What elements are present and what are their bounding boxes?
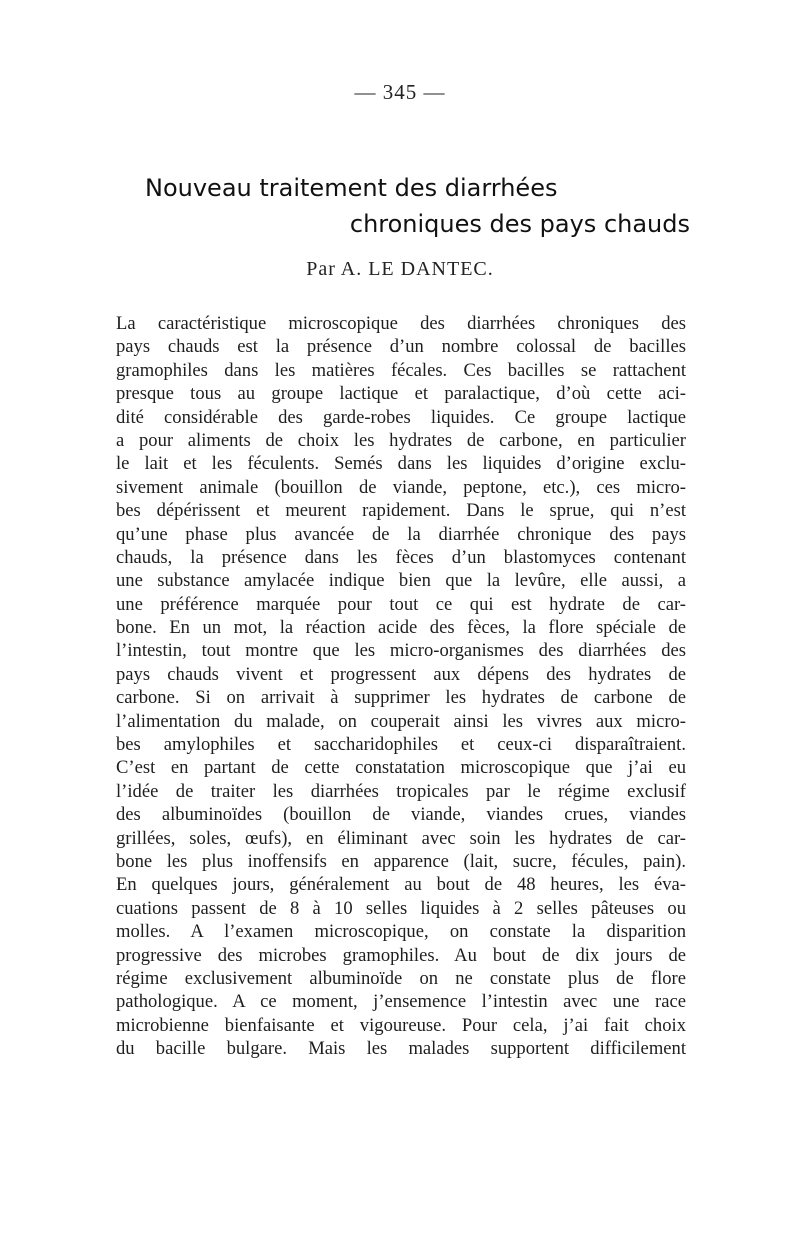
- body-line: pays chauds est la présence d’un nombre colossal de bacilles: [116, 336, 686, 358]
- body-paragraph: [116, 312, 686, 1061]
- page-number: — 345 —: [354, 80, 446, 104]
- body-line: sivement animale (bouillon de viande, peptone, etc.), ces micro-: [116, 476, 686, 498]
- body-line: En quelques jours, généralement au bout de 48 heures, les éva-: [116, 874, 686, 896]
- body-line: gramophiles dans les matières fécales. Ces bacilles se rattachent: [116, 359, 686, 381]
- body-line: qu’une phase plus avancée de la diarrhée chronique des pays: [116, 523, 686, 545]
- author-byline: Par A. LE DANTEC.: [306, 258, 494, 280]
- title-line-1: Nouveau traitement des diarrhées: [145, 174, 558, 202]
- body-line: bes amylophiles et saccharidophiles et ceux-ci disparaîtraient.: [116, 734, 686, 756]
- body-line: grillées, soles, œufs), en éliminant avec soin les hydrates de car-: [116, 827, 686, 849]
- body-line: l’alimentation du malade, on couperait ainsi les vivres aux micro-: [116, 710, 686, 732]
- body-line: le lait et les féculents. Semés dans les liquides d’origine exclu-: [116, 453, 686, 475]
- body-line: pays chauds vivent et progressent aux dépens des hydrates de: [116, 663, 686, 685]
- body-line: chauds, la présence dans les fèces d’un blastomyces contenant: [116, 546, 686, 568]
- body-line: une préférence marquée pour tout ce qui est hydrate de car-: [116, 593, 686, 615]
- body-line: dité considérable des garde-robes liquides. Ce groupe lactique: [116, 406, 686, 428]
- body-line: progressive des microbes gramophiles. Au bout de dix jours de: [116, 944, 686, 966]
- body-line: l’intestin, tout montre que les micro-organismes des diarrhées des: [116, 640, 686, 662]
- body-line: du bacille bulgare. Mais les malades supportent difficilement: [116, 1038, 686, 1060]
- body-line: cuations passent de 8 à 10 selles liquides à 2 selles pâteuses ou: [116, 897, 686, 919]
- body-line: microbienne bienfaisante et vigoureuse. Pour cela, j’ai fait choix: [116, 1014, 686, 1036]
- body-line: La caractéristique microscopique des diarrhées chroniques des: [116, 313, 686, 334]
- body-line: régime exclusivement albuminoïde on ne constate plus de flore: [116, 967, 686, 989]
- body-line: une substance amylacée indique bien que la levûre, elle aussi, a: [116, 570, 686, 592]
- body-line: presque tous au groupe lactique et paralactique, d’où cette aci-: [116, 383, 686, 405]
- body-line: a pour aliments de choix les hydrates de carbone, en particulier: [116, 429, 686, 451]
- body-line: molles. A l’examen microscopique, on constate la disparition: [116, 921, 686, 943]
- body-line: l’idée de traiter les diarrhées tropicales par le régime exclusif: [116, 780, 686, 802]
- body-line: bes dépérissent et meurent rapidement. Dans le sprue, qui n’est: [116, 500, 686, 522]
- body-line: des albuminoïdes (bouillon de viande, viandes crues, viandes: [116, 804, 686, 826]
- article-title: [145, 170, 690, 242]
- title-line-2: chroniques des pays chauds: [349, 210, 690, 238]
- body-line: bone. En un mot, la réaction acide des fèces, la flore spéciale de: [116, 617, 686, 639]
- body-line: C’est en partant de cette constatation microscopique que j’ai eu: [116, 757, 686, 779]
- body-line: pathologique. A ce moment, j’ensemence l’intestin avec une race: [116, 991, 686, 1013]
- body-line: bone les plus inoffensifs en apparence (lait, sucre, fécules, pain).: [116, 850, 686, 872]
- body-line: carbone. Si on arrivait à supprimer les hydrates de carbone de: [116, 687, 686, 709]
